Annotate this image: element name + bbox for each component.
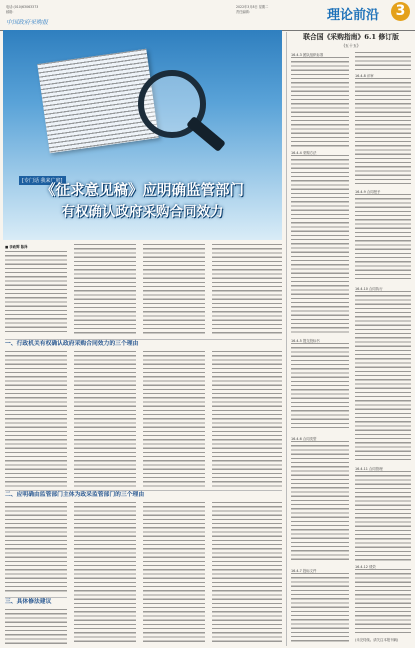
body-text-block [74, 244, 136, 335]
byline: ■ 李政辉 陈泽 [5, 245, 28, 249]
section-heading-2: 二、应明确由监管部门主体为政采监管部门的三个理由 [5, 492, 145, 498]
body-text-block [74, 351, 136, 487]
masthead-email: 邮箱: [6, 10, 14, 14]
side-text-block [355, 471, 411, 561]
side-article-title: 联合国《采购指南》6.1 修订版 [303, 33, 399, 41]
side-text-block [291, 57, 349, 147]
section-title: 理论前沿 [327, 8, 380, 23]
divider [5, 490, 282, 491]
side-item-heading: 16.4.7 投标文件 [291, 569, 317, 573]
headline-line-1: 《征求意见稿》应明确监管部门 [41, 182, 244, 199]
headline-line-2: 有权确认政府采购合同效力 [61, 204, 224, 220]
side-text-block [291, 441, 349, 563]
masthead [0, 0, 415, 31]
side-item-heading: 16.4.3 团队组织标准 [291, 53, 324, 57]
body-text-block [5, 351, 67, 487]
side-text-block [355, 569, 411, 633]
side-text-block [291, 155, 349, 333]
side-item-heading: 16.4.11 合同管理 [355, 467, 383, 471]
body-text-block [143, 351, 205, 487]
divider [5, 597, 67, 598]
side-text-block [355, 52, 411, 70]
hero-illustration [3, 30, 282, 240]
side-text-block [355, 291, 411, 463]
side-item-heading: 16.4.4 采购方法 [291, 151, 317, 155]
side-text-block [355, 194, 411, 282]
masthead-editor: 责任编辑: [236, 10, 250, 14]
body-text-block [143, 502, 205, 644]
page-number-badge: 3 [391, 2, 410, 21]
body-text-block [74, 502, 136, 644]
side-text-block [355, 78, 411, 186]
side-item-heading: 16.4.5 提交投标书 [291, 339, 320, 343]
body-text-block [143, 244, 205, 335]
side-item-heading: 16.4.9 合同授予 [355, 190, 381, 194]
side-item-heading: 16.4.10 合同执行 [355, 287, 383, 291]
column-label: [专门话 我来广庭] [19, 176, 66, 185]
body-text-block [212, 244, 282, 335]
masthead-date: 2022年3月8日 星期二 [236, 5, 269, 9]
magnifier-handle [186, 116, 226, 152]
side-article-subtitle: (五十五) [343, 43, 359, 48]
body-text-block [5, 251, 67, 335]
body-text-block [5, 502, 67, 594]
side-item-heading: 16.4.8 评审 [355, 74, 374, 78]
brand-logo-text: 中国政府采购报 [6, 19, 49, 26]
masthead-phone: 电话:(010)63063373 [6, 5, 39, 9]
section-heading-3: 三、具体修法建议 [5, 599, 52, 605]
body-text-block [5, 609, 67, 644]
side-text-block [291, 343, 349, 431]
section-heading-1: 一、行政机关有权确认政府采购合同效力的三个理由 [5, 341, 139, 347]
body-text-block [212, 351, 282, 487]
body-text-block [212, 502, 282, 644]
divider [5, 339, 282, 340]
side-text-block [291, 573, 349, 644]
side-item-heading: 16.4.6 合同类型 [291, 437, 317, 441]
column-separator [286, 32, 287, 646]
side-footer-note: (未完待续。请关注本报刊载) [355, 638, 399, 642]
side-item-heading: 16.4.12 绩效 [355, 565, 376, 569]
